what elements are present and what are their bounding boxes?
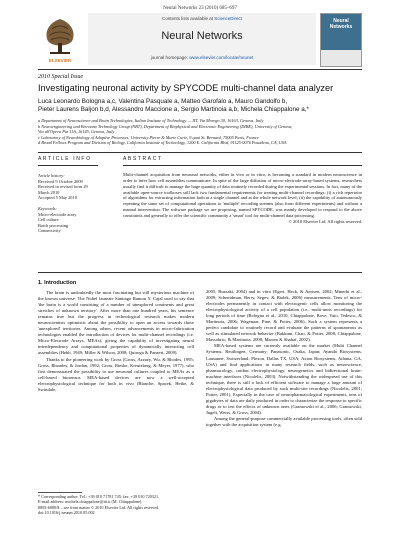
abstract-rule	[123, 165, 362, 166]
article-title: Investigating neuronal activity by SPYCODE multi-channel data analyzer	[38, 83, 334, 93]
body-column-left	[38, 290, 194, 393]
affiliation: d Broad Fellows Program and Division of Biology, California Institute of Technology, 1200 E. California Blvd, 91125-0076 Pasadena, CA, USA	[38, 140, 287, 146]
journal-header	[38, 13, 362, 68]
abstract-text: Multi-channel acquisition from neuronal networks, either in vivo or in vitro, is becoming a standard in modern neuroscience in order to infer how cell assemblies communicate. In spite of the large diffusion of micro-electrode-array-based systems, researchers usually find it difficult to manage the huge quantity of data routinely recorded during the experimental sessions. In fact, many of the available open-source toolboxes still lack two fundamental requirements for treating multi-channel recordings: (i) a rich repertoire of algorithms for extracting information both at a single channel and at the whole network level; (ii) the capability of autonomously repeating the same set of computational operations to 'multiple' recording streams (also from different experiments) and without a manual intervention. The software package we are proposing, named SPYCODE, was mainly developed to respond to the above constraints and generally to offer the scientific community a 'smart' tool for multi-channel data processing.	[123, 172, 362, 218]
publisher-name: ELSEVIER	[48, 58, 72, 63]
paragraph: MEA-based systems are currently available on the market (Multi Channel Systems, Reutlingen, Germany; Panasonic, Osaka, Japan; Ayanda Biosystems, Lausanne, Switzerland; Plexon, Dallas TX, USA; Axion Biosystems, Atlanta, GA, USA) and find applications in many research fields, such as neuroscience, pharmacology, cardiac electrophysiology, neurogenetics and bidirectional brain-machine interfaces (Nicolelis, 2003). Notwithstanding the widespread use of this technique, there is still a lack of efficient software to manage a large amount of electrophysiological data produced by such multi-site recordings (Nicolelis, 2001; Potter, 2001). Especially in the case of neuropharmacological experiments, tens of gigabytes of data are daily produced in order to characterize the response to specific drugs or to test the effects of unknown ones (Gramowski et al., 2006; Gramowski, Jugelt, Weiss, & Gross, 2004).	[206, 343, 362, 415]
keyword: Cell culture	[38, 217, 59, 223]
body-column-right	[206, 289, 362, 428]
affiliation: b Neuroengineering and Bio-nano Technology Group (NBT), Department of Biophysical and Electronic Engineering (DIBE), University of Genova,	[38, 123, 293, 129]
footnote-rule	[38, 492, 82, 493]
keywords-label: Keywords:	[38, 205, 57, 211]
history-item: Received in revised form 29 March 2010	[38, 184, 88, 195]
homepage-line	[88, 55, 316, 60]
footnote-email: E-mail address: michela.chiappalone@iit.it (M. Chiappalone).	[38, 499, 143, 505]
keyword: Batch processing	[38, 222, 69, 228]
affiliation-rule	[38, 152, 362, 153]
paragraph: Among the general-purpose commercially available processing tools, often sold together with the acquisition system (e.g.	[206, 415, 362, 428]
paragraph: Thanks to the pioneering work by Gross (Gross, Azzazy, Wu, & Rhodes, 1995; Gross, Rhoades, & Jordan, 1992; Gross, Rieske, Kreutzberg, & Meyer, 1977), who first demonstrated the possibility to use neuronal cultures coupled to MEAs as a cell-based biosensor, MEA-based devices are now a well-accepted electrophysiological technique for both in vivo (Blanche, Spacek, Hetke, & Swindale,	[38, 356, 194, 392]
section-heading-introduction: 1. Introduction	[38, 280, 77, 286]
keyword: Micro-electrode array	[38, 211, 77, 217]
sciencedirect-link[interactable]: ScienceDirect	[214, 16, 243, 21]
abstract-heading: ABSTRACT	[123, 156, 163, 162]
affiliation: c Laboratory of Neurobiology of Adaptive Processes, University Pierre & Marie Curie, 9 quai St. Bernard, 75005 Paris, France	[38, 134, 259, 140]
abstract-copyright: © 2010 Elsevier Ltd. All rights reserved.	[288, 218, 362, 224]
author-list	[38, 98, 362, 114]
keyword: Connectivity	[38, 228, 61, 234]
article-info-heading: ARTICLE INFO	[38, 156, 92, 162]
affiliation: Via all'Opera Pia 11A, 16145, Genova, Italy	[38, 129, 115, 135]
history-item: Received 9 October 2009	[38, 178, 83, 184]
history-label: Article history:	[38, 173, 65, 178]
special-issue-label: 2010 Special Issue	[38, 74, 83, 80]
author-line: Luca Leonardo Bologna a,c, Valentina Pasquale a, Matteo Garofalo a, Mauro Gandolfo b,	[38, 98, 288, 105]
header-rule	[38, 69, 362, 70]
elsevier-tree-icon	[38, 15, 82, 55]
affiliations	[38, 118, 362, 146]
journal-cover-thumbnail	[320, 13, 362, 67]
affiliation: a Department of Neuroscience and Brain Technologies, Italian Institute of Technology — IIT, Via Morego 30, 16163, Genova, Italy	[38, 118, 264, 123]
article-info	[38, 173, 98, 234]
elsevier-logo	[38, 15, 82, 63]
journal-reference: Neural Networks 23 (2010) 685–697	[163, 6, 237, 11]
footnote-corresponding: * Corresponding author. Tel.: +39 010 71781 745; fax: +39 010 720321.	[38, 494, 160, 499]
homepage-link[interactable]: www.elsevier.com/locate/neunet	[189, 55, 254, 60]
footnotes	[38, 494, 194, 516]
homepage-label: journal homepage:	[150, 55, 190, 60]
footnote-frontmatter: 0893-6080/$ – see front matter © 2010 Elsevier Ltd. All rights reserved.	[38, 504, 160, 510]
footnote-doi: doi:10.1016/j.neunet.2010.05.002	[38, 510, 95, 516]
abstract	[123, 172, 362, 225]
paragraph: 2005; Buzsaki, 2004) and in vitro (Egert, Heck, & Aertsen, 2002; Minerbi et al., 2009; Schneidman, Berry, Segev, & Bialek, 2006) measurements. Tens of micro-electrodes permanently in contact with electrogenic cells allow monitoring the electrophysiological activity of a cell population (i.e., multi-units recordings) for long periods of time (Bologna et al., 2010; Chiappalone, Bove, Vato, Tedesco, & Martinoia, 2006; Wagenaar, Pine, & Potter, 2006). Such a system represents a perfect candidate to routinely record and evaluate the patterns of spontaneous as well as stimulated network behavior (Bakkum, Chao, & Potter, 2008; Chiappalone, Massobrio, & Martinoia, 2008; Marom & Shahaf, 2002).	[206, 289, 362, 343]
contents-line	[88, 16, 316, 21]
abstract-bottom-rule	[38, 272, 362, 273]
journal-banner	[88, 13, 316, 65]
history-item: Accepted 5 May 2010	[38, 195, 77, 201]
journal-title: Neural Networks	[161, 30, 243, 42]
article-info-rule	[38, 165, 98, 166]
cover-title: Neural Networks	[329, 18, 353, 30]
cover-band	[321, 50, 361, 66]
contents-line-text: Contents lists available at	[161, 16, 215, 21]
paragraph: The brain is undoubtedly the most fascinating but still mysterious machine of the known universe. The Nobel laureate Santiago Ramon Y. Cajal used to say that 'the brain is a world consisting of a number of unexplored continents and great stretches of unknown territory'. After more than one hundred years, his sentence remains true but the progress in technological research makes modern neuroscientists optimistic about the possibility to open an access towards those 'unexplored' territories. Among others, recent advancements in micro-fabrication technologies enabled the introduction of devices for multi-channel recordings (i.e. Micro-Electrode Arrays, MEAs), giving the capability of investigating neural interdependency and computational properties of dynamically interacting cell assemblies (Hebb, 1949; Miller & Wilson, 2008; Quiroga & Panzeri, 2009).	[38, 290, 194, 356]
author-line: Pieter Laurens Baljon b,d, Alessandro Maccione a, Sergio Martinoia a,b, Michela Chiappalone a,*	[38, 106, 309, 113]
